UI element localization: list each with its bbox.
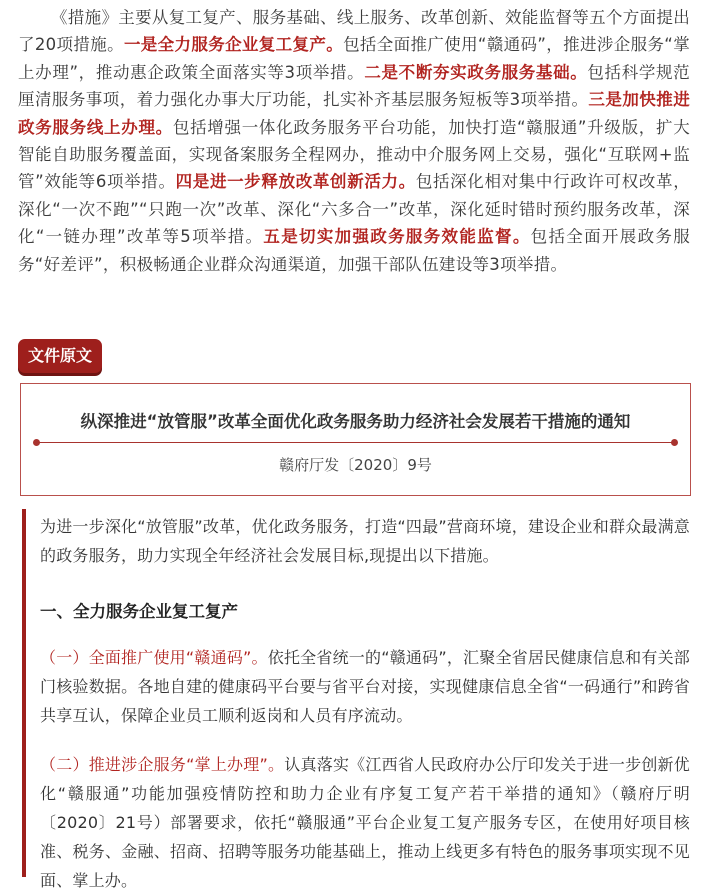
measure-1 xyxy=(40,643,690,730)
measure-1-text: 依托全省统一的“赣通码”，汇聚全省居民健康信息和有关部门核验数据。各地自建的健康码平台要与省平台对接，实现健康信息全省“一码通行”和跨省共享互认，保障企业员工顺利返岗和人员有序流动。 xyxy=(40,648,690,725)
intro-text-3: 包括科学规范厘清服务事项，着力强化办事大厅功能，扎实补齐基层服务短板等3项举措。 xyxy=(18,62,690,110)
intro-paragraph xyxy=(18,4,690,278)
document-title-box xyxy=(20,383,691,496)
intro-text-2: 包括全面推广使用“赣通码”，推进涉企服务“掌上办理”，推动惠企政策全面落实等3项举措。 xyxy=(18,35,690,82)
body-preamble: 为进一步深化“放管服”改革，优化政务服务，打造“四最”营商环境，建设企业和群众最满意的政务服务，助力实现全年经济社会发展目标,现提出以下措施。 xyxy=(40,517,690,565)
section-tag: 文件原文 xyxy=(18,339,102,373)
intro-highlight-1: 一是全力服务企业复工复产。 xyxy=(123,35,344,55)
section-heading: 一、全力服务企业复工复产 xyxy=(40,602,238,621)
intro-highlight-3: 三是加快推进政务服务线上办理。 xyxy=(18,90,690,137)
document-title: 纵深推进“放管服”改革全面优化政务服务助力经济社会发展若干措施的通知 xyxy=(80,412,631,431)
intro-highlight-5: 五是切实加强政务服务效能监督。 xyxy=(263,227,531,247)
measure-2-text: 认真落实《江西省人民政府办公厅印发关于进一步创新优化“赣服通”功能加强疫情防控和助力企业有序复工复产若干举措的通知》（赣府厅明〔2020〕21号）部署要求，依托“赣服通”平台企业复工复产服务专区，在使用好项目核准、税务、金融、招商、招聘等服务功能基础上，推动上线更多有特色的服务事项实现不见面、掌上办。 xyxy=(40,755,690,890)
document-body xyxy=(22,509,706,890)
intro-highlight-2: 二是不断夯实政务服务基础。 xyxy=(364,62,588,82)
measure-2-heading: （二）推进涉企服务“掌上办理”。 xyxy=(40,755,285,774)
title-divider xyxy=(36,442,675,443)
intro-text-1: 《措施》主要从复工复产、服务基础、线上服务、改革创新、效能监督等五个方面提出了20项措施。 xyxy=(18,8,690,55)
intro-text-6: 包括全面开展政务服务“好差评”，积极畅通企业群众沟通渠道，加强干部队伍建设等3项举措。 xyxy=(18,227,691,274)
measure-2 xyxy=(40,750,690,895)
measure-1-heading: （一）全面推广使用“赣通码”。 xyxy=(40,648,268,667)
intro-text-5: 包括深化相对集中行政许可权改革，深化“一次不跑”“只跑一次”改革、深化“六多合一”改革，深化延时错时预约服务改革，深化“一链办理”改革等5项举措。 xyxy=(18,172,690,247)
intro-text-4: 包括增强一体化政务服务平台功能，加快打造“赣服通”升级版，扩大智能自助服务覆盖面，实现备案服务全程网办，推动中介服务网上交易，强化“互联网+监管”效能等6项举措。 xyxy=(18,117,690,192)
document-number: 赣府厅发〔2020〕9号 xyxy=(279,456,432,474)
intro-highlight-4: 四是进一步释放改革创新活力。 xyxy=(175,172,416,192)
